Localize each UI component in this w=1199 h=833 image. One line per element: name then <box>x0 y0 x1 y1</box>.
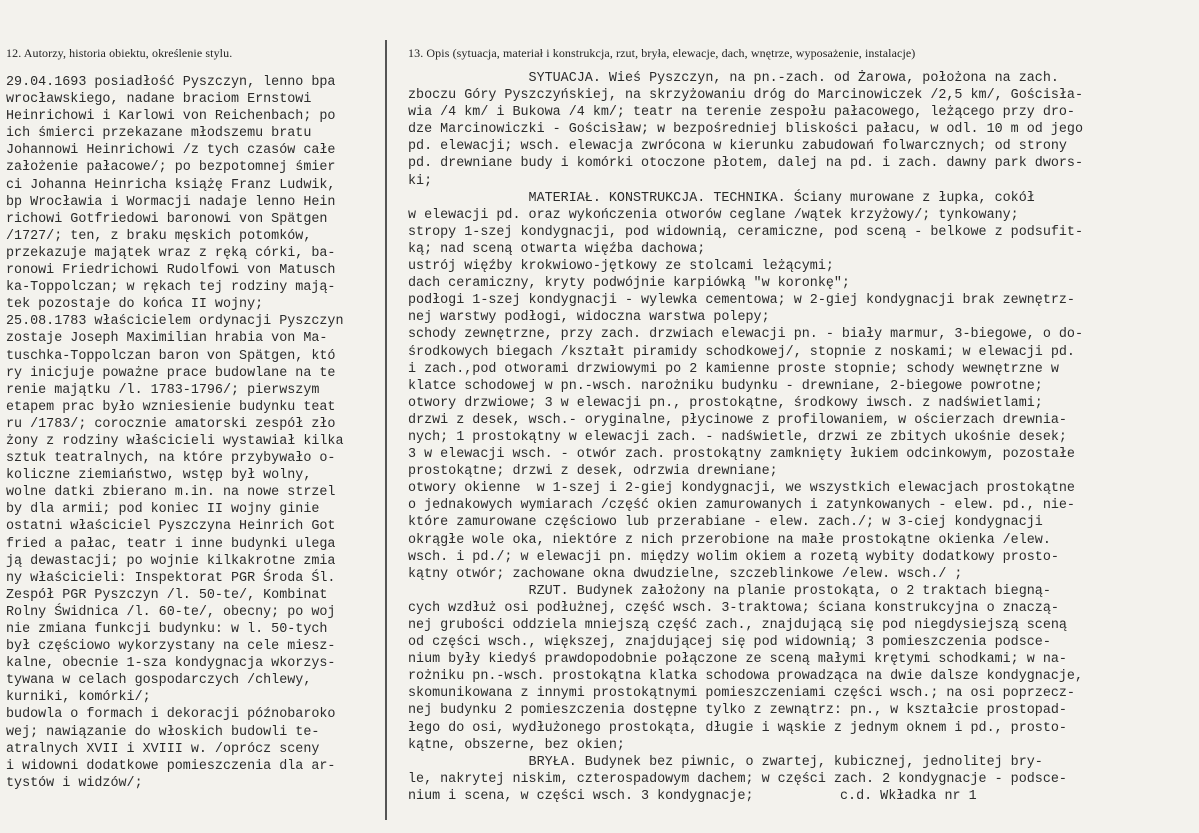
section-13-header: 13. Opis (sytuacja, materiał i konstrukcja, rzut, bryła, elewacje, dach, wnętrze, wyposażenie, instalacje) <box>408 46 916 60</box>
history-line: przekazuje majątek wraz z ręką córki, ba- <box>6 245 336 261</box>
history-line: ci Johanna Heinricha książę Franz Ludwik, <box>6 177 336 193</box>
description-line: łego do osi, wydłużonego prostokąta, długie i wąskie z jednym oknem i pd., prosto- <box>408 720 1067 736</box>
history-line: kurniki, komórki/; <box>6 690 151 706</box>
description-line: rożniku pn.-wsch. prostokątna klatka schodowa prowadząca na dwie dalsze kondygnacje, <box>408 669 1083 685</box>
description-line: le, nakrytej niskim, czterospadowym dachem; w części zach. 2 kondygnacje - podsce- <box>408 771 1067 787</box>
description-line: kątne, obszerne, bez okien; <box>408 737 625 753</box>
description-line: klatce schodowej w pn.-wsch. narożniku budynku - drewniane, 2-biegowe powrotne; <box>408 378 1043 394</box>
history-line: Rolny Świdnica /l. 60-te/, obecny; po woj <box>6 604 336 620</box>
history-line: 29.04.1693 posiadłość Pyszczyn, lenno bpa <box>6 75 336 90</box>
description-line: nej warstwy podłogi, widoczna warstwa polepy; <box>408 310 770 326</box>
history-line: ich śmierci przekazane młodszemu bratu <box>6 126 312 142</box>
history-line: Zespół PGR Pyszczyn /l. 50-te/, Kombinat <box>6 587 328 603</box>
history-line: sztuk teatralnych, na które przybywało o- <box>6 451 336 467</box>
history-line: bp Wrocławia i Wormacji nadaje lenno Hein <box>6 194 336 210</box>
description-line: pd. elewacji; wsch. elewacja zwrócona w kierunku zabudowań folwarcznych; od strony <box>408 139 1067 155</box>
history-line: ją dewastacji; po wojnie kilkakrotne zmia <box>6 553 336 569</box>
history-line: renie majątku /l. 1783-1796/; pierwszym <box>6 382 320 398</box>
description-line: skomunikowana z innymi prostokątnymi pomieszczeniami części wsch.; na osi poprzecz- <box>408 686 1075 702</box>
history-line: Johannowi Heinrichowi /z tych czasów całe <box>6 143 336 159</box>
history-line: ru /1783/; corocznie amatorski zespół zło <box>6 416 336 432</box>
history-line: założenie pałacowe/; po bezpotomnej śmier <box>6 160 336 176</box>
description-line: o jednakowych wymiarach /część okien zamurowanych i zatynkowanych - elew. pd., nie- <box>408 498 1075 514</box>
description-line: otwory drzwiowe; 3 w elewacji pn., prostokątne, środkowy iwsch. z nadświetlami; <box>408 395 1043 411</box>
description-text <box>408 70 1083 805</box>
description-line: dach ceramiczny, kryty podwójnie karpiówką "w koronkę"; <box>408 276 850 292</box>
description-line: 3 w elewacji wsch. - otwór zach. prostokątny zamknięty łukiem odcinkowym, pozostałe <box>408 447 1075 463</box>
history-line: żony z rodziny właścicieli wystawiał kilka <box>6 433 344 449</box>
description-line: od części wsch., większej, znajdującej się pod widownią; 3 pomieszczenia podsce- <box>408 635 1051 651</box>
description-line: ką; nad sceną otwarta więźba dachowa; <box>408 241 706 257</box>
description-line: nych; 1 prostokątny w elewacji zach. - nadświetle, drzwi ze zbitych ukośnie desek; <box>408 429 1067 445</box>
description-line: wia /4 km/ i Bukowa /4 km/; teatr na terenie zespołu pałacowego, leżącego przy dro- <box>408 105 1075 121</box>
history-line: zostaje Joseph Maximilian hrabia von Ma- <box>6 331 328 347</box>
description-line: w elewacji pd. oraz wykończenia otworów ceglane /wątek krzyżowy/; tynkowany; <box>408 207 1019 223</box>
history-line: ry inicjuje poważne prace budowlane na te <box>6 365 336 381</box>
history-line: Heinrichowi i Karlowi von Reichenbach; po <box>6 109 336 125</box>
description-line: nium były kiedyś prawdopodobnie połączone ze sceną małymi krętymi schodkami; w na- <box>408 652 1067 668</box>
history-line: tek pozostaje do końca II wojny; <box>6 297 264 313</box>
history-text <box>6 74 344 792</box>
history-line: 25.08.1783 właścicielem ordynacji Pyszczyn <box>6 314 344 330</box>
description-line: ki; <box>408 173 433 189</box>
description-line: zboczu Góry Pyszczyńskiej, na skrzyżowaniu dróg do Marcinowiczek /2,5 km/, Gościsła- <box>408 88 1083 104</box>
history-line: etapem prac było wzniesienie budynku teat <box>6 399 336 415</box>
history-line: koliczne ziemiaństwo, wstęp był wolny, <box>6 468 312 484</box>
history-line: kalne, obecnie 1-sza kondygnacja wkorzys- <box>6 656 336 672</box>
history-line: i widowni dodatkowe pomieszczenia dla ar- <box>6 758 336 774</box>
description-line: cych wzdłuż osi podłużnej, część wsch. 3-traktowa; ściana konstrukcyjna o znaczą- <box>408 600 1059 616</box>
description-line: prostokątne; drzwi z desek, odrzwia drewniane; <box>408 464 778 480</box>
description-line: nium i scena, w części wsch. 3 kondygnacje; <box>408 788 754 804</box>
continuation-note: c.d. Wkładka nr 1 <box>840 789 977 804</box>
history-line: wolne datki zbierano m.in. na nowe strzel <box>6 485 336 501</box>
description-line: stropy 1-szej kondygnacji, pod widownią, ceramiczne, pod sceną - belkowe z podsufit- <box>408 224 1083 240</box>
description-line: nej budynku 2 pomieszczenia dostępne tylko z zewnątrz: pn., w kształcie prostopad- <box>408 703 1067 719</box>
description-line: nej grubości oddziela mniejszą część zach., znajdującą się pod niegdysiejszą sceną <box>408 618 1067 633</box>
description-line: ustrój więźby krokwiowo-jętkowy ze stolcami leżącymi; <box>408 259 834 275</box>
history-line: by dla armii; pod koniec II wojny ginie <box>6 502 320 518</box>
description-line: wsch. i pd./; w elewacji pn. między wolim okiem a rozetą wybity dodatkowy prosto- <box>408 549 1059 565</box>
description-line: dze Marcinowiczki - Gościsław; w bezpośredniej bliskości pałacu, w odl. 10 m od jego <box>408 122 1083 138</box>
history-line: nie zmiana funkcji budynku: w l. 50-tych <box>6 622 328 637</box>
history-line: ronowi Friedrichowi Rudolfowi von Matusch <box>6 263 336 279</box>
history-line: ostatni właściciel Pyszczyna Heinrich Got <box>6 519 336 535</box>
history-line: tywana w celach gospodarczych /chlewy, <box>6 673 312 689</box>
history-line: tuschka-Toppolczan baron von Spätgen, któ <box>6 348 336 364</box>
description-line: schody zewnętrzne, przy zach. drzwiach elewacji pn. - biały marmur, 3-biegowe, o do- <box>408 327 1083 343</box>
description-line: RZUT. Budynek założony na planie prostokąta, o 2 traktach biegną- <box>408 583 1051 599</box>
history-line: wrocławskiego, nadane braciom Ernstowi <box>6 92 312 108</box>
description-line: środkowych biegach /kształt piramidy schodkowej/, stopnie z noskami; w elewacji pd. <box>408 344 1075 360</box>
description-line: i zach.,pod otworami drzwiowymi po 2 kamienne proste stopnie; schody wewnętrzne w <box>408 361 1059 377</box>
history-line: tystów i widzów/; <box>6 775 143 791</box>
description-line: podłogi 1-szej kondygnacji - wylewka cementowa; w 2-giej kondygnacji brak zewnętrz- <box>408 293 1075 309</box>
description-line: okrągłe wole oka, niektóre z nich przerobione na małe prostokątne okienka /elew. <box>408 532 1051 548</box>
history-line: wej; nawiązanie do włoskich budowli te- <box>6 724 320 740</box>
history-line: ka-Toppolczan; w rękach tej rodziny mają- <box>6 280 336 296</box>
history-line: ny właścicieli: Inspektorat PGR Środa Śl. <box>6 570 336 586</box>
history-line: fried a pałac, teatr i inne budynki ulega <box>6 536 336 552</box>
history-line: /1727/; ten, z braku męskich potomków, <box>6 228 312 244</box>
section-12-header: 12. Autorzy, historia obiektu, określenie stylu. <box>6 46 233 60</box>
history-line: był częściowo wykorzystany na cele miesz- <box>6 639 336 655</box>
history-line: budowla o formach i dekoracji późnobaroko <box>6 707 336 723</box>
description-line: pd. drewniane budy i komórki otoczone płotem, dalej na pd. i zach. dawny park dwors- <box>408 156 1083 172</box>
column-divider <box>385 40 387 820</box>
history-line: atralnych XVII i XVIII w. /oprócz sceny <box>6 741 320 757</box>
description-line: kątny otwór; zachowane okna dwudzielne, szczeblinkowe /elew. wsch./ ; <box>408 566 963 582</box>
description-line: które zamurowane częściowo lub przerabiane - elew. zach./; w 3-ciej kondygnacji <box>408 515 1043 531</box>
description-line: MATERIAŁ. KONSTRUKCJA. TECHNIKA. Ściany murowane z łupka, cokół <box>408 190 1035 206</box>
description-line: otwory okienne w 1-szej i 2-giej kondygnacji, we wszystkich elewacjach prostokątne <box>408 481 1075 497</box>
description-line: drzwi z desek, wsch.- oryginalne, płycinowe z profilowaniem, w ościerzach drewnia- <box>408 412 1067 428</box>
history-line: richowi Gotfriedowi baronowi von Spätgen <box>6 211 328 227</box>
description-line: BRYŁA. Budynek bez piwnic, o zwartej, kubicznej, jednolitej bry- <box>408 754 1043 770</box>
description-line: SYTUACJA. Wieś Pyszczyn, na pn.-zach. od Żarowa, położona na zach. <box>408 71 1059 86</box>
